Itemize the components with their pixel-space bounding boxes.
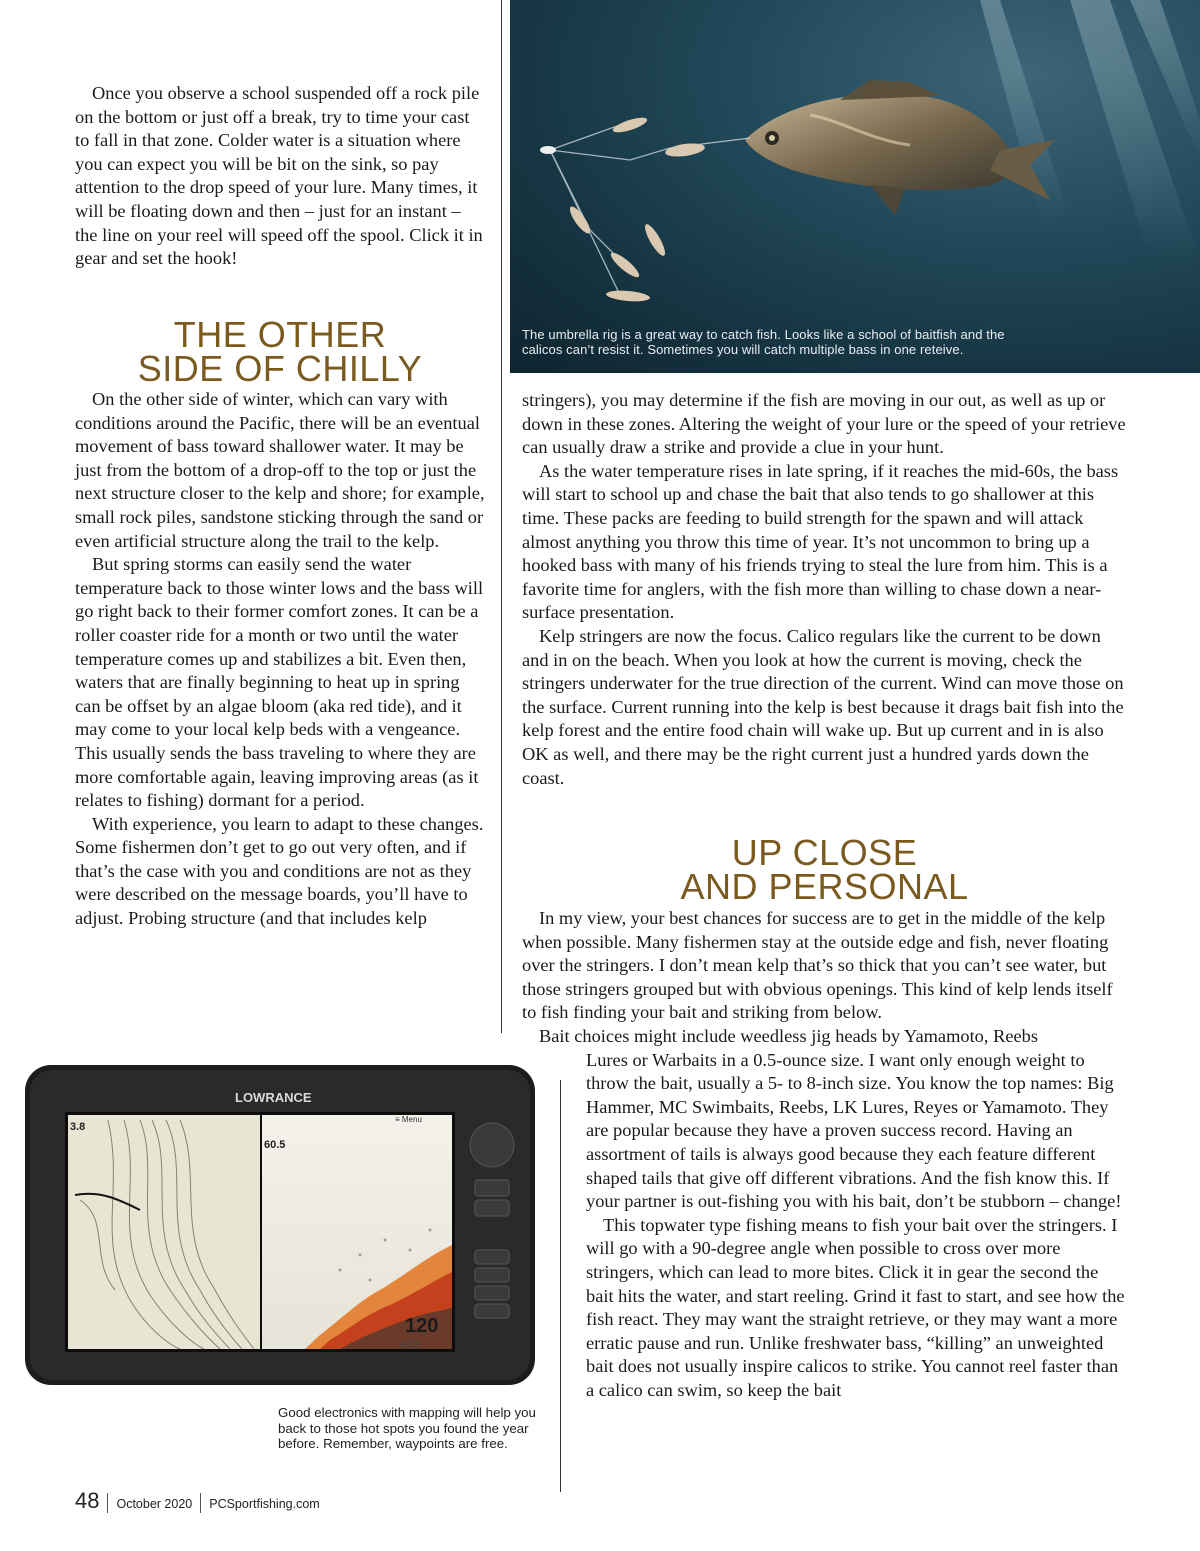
paragraph: With experience, you learn to adapt to these changes. Some fishermen don’t get to go out very often, and if that’s the case with you and conditions are not as they were described on the message boards, you’ll have to adjust. Probing structure (and that includes kelp	[75, 813, 484, 929]
paragraph: On the other side of winter, which can vary with conditions around the Pacific, there will be an eventual movement of bass toward shallower water. It may be just from the bottom of a drop-off to the top or just the next structure closer to the kelp and shore; for example, small rock piles, sandstone sticking through the sand or even artificial structure along the trail to the kelp.	[75, 389, 485, 551]
right-column-continued	[522, 907, 1127, 1402]
paragraph: In my view, your best chances for success are to get in the middle of the kelp when possible. Many fishermen stay at the outside edge and fish, never floating over the stringers. I don’t mean kelp that’s so thick that you can’t see water, but those stringers grouped but with obvious openings. This kind of kelp lends itself to fish finding your bait and striking from below.	[522, 908, 1113, 1023]
underwater-illustration	[510, 0, 1200, 373]
caption-line: The umbrella rig is a great way to catch fish. Looks like a school of baitfish and the	[522, 327, 1005, 342]
headline-line: AND PERSONAL	[680, 866, 969, 907]
paragraph: Once you observe a school suspended off a rock pile on the bottom or just off a break, try to time your cast to fall in that zone. Colder water is a situation where you can expect you will be bit on the sink, so pay attention to the drop speed of your lure. Many times, it will be floating down and then – just for an instant – the line on your reel will speed off the spool. Click it in gear and set the hook!	[75, 83, 483, 269]
device-brand: LOWRANCE	[235, 1090, 312, 1105]
left-column	[75, 82, 485, 271]
website-link[interactable]: PCSportfishing.com	[209, 1497, 320, 1511]
issue-date: October 2020	[116, 1497, 193, 1511]
left-column-continued	[75, 388, 485, 931]
indented-text	[586, 1049, 1127, 1403]
column-divider	[560, 1080, 561, 1492]
paragraph: But spring storms can easily send the water temperature back to those winter lows and the bass will go right back to their former comfort zones. It can be a roller coaster ride for a month or two until the water temperature comes up and stabilizes a bit. Even then, waters that are finally beginning to heat up in spring can be offset by an algae bloom (aka red tide), and it may come to your local kelp beds with a vengeance. This usually sends the bass traveling to where they are more comfortable again, leaving improving areas (as it relates to fishing) dormant for a period.	[75, 554, 484, 811]
page-footer	[75, 1488, 320, 1518]
paragraph: As the water temperature rises in late spring, if it reaches the mid-60s, the bass will start to school up and chase the bait that also tends to go shallower at this time. These packs are feeding to build strength for the spawn and will attack almost anything you throw this time of year. It’s not uncommon to bring up a hooked bass with many of his friends trying to steal the lure from him. This is a favorite time for anglers, with the fish more than willing to chase down a near-surface presentation.	[522, 460, 1119, 623]
footer-separator	[107, 1493, 108, 1513]
fishfinder-illustration	[20, 1050, 545, 1390]
speed-reading: 60.5	[264, 1139, 286, 1151]
paragraph: This topwater type fishing means to fish your bait over the stringers. I will go with a 90-degree angle when possible to cross over more stringers, which can lead to more bites. Click it in gear the second the bait hits the water, and start reeling. Grind it fast to start, and see how the fish react. They may want the straight retrieve, or they may want a more erratic pause and run. Unlike freshwater bass, “killing” an unweighted bait does not usually inspire calicos to strike. You cannot reel faster than a calico can swim, so keep the bait	[586, 1214, 1125, 1400]
paragraph: Kelp stringers are now the focus. Calico regulars like the current to be down and in on the beach. When you look at how the current is moving, check the stringers underwater for the true direction of the current. Wind can move those on the surface. Current running into the kelp is best because it drags bait fish into the kelp forest and the entire food chain will wake up. But up current and in is also OK as well, and there may be the right current just a hundred yards down the coast.	[522, 625, 1124, 788]
depth-top-reading: 3.8	[70, 1121, 86, 1133]
photo-caption: Good electronics with mapping will help you back to those hot spots you found the year before. Remember, waypoints are free.	[278, 1405, 536, 1451]
page-number: 48	[75, 1488, 100, 1513]
footer-separator	[200, 1493, 201, 1513]
fishfinder-photo	[20, 1050, 545, 1390]
section-headline	[75, 314, 485, 389]
menu-label: ≡ Menu	[395, 1115, 422, 1124]
headline-line: SIDE OF CHILLY	[137, 348, 423, 389]
baitfish-lures	[540, 115, 706, 303]
caption-line: calicos can’t resist it. Sometimes you will catch multiple bass in one reteive.	[522, 342, 964, 357]
photo-caption	[522, 327, 1082, 357]
paragraph: Lures or Warbaits in a 0.5-ounce size. I want only enough weight to throw the bait, usually a 5- to 8-inch size. You know the top names: Big Hammer, MC Swimbaits, Reebs, LK Lures, Reyes or Yamamoto. They are popular because they have a proven success record. Having an assortment of tails is always good because they each feature different shaped tails that give off different vibrations. And the fish know this. If your partner is out-fishing you with his bait, don’t be stubborn – change!	[586, 1049, 1122, 1212]
umbrella-rig-photo	[510, 0, 1200, 373]
umbrella-rig-lines	[550, 125, 750, 295]
section-headline	[522, 832, 1127, 907]
right-column	[522, 389, 1127, 790]
column-divider	[501, 0, 502, 1033]
device-model: HDS	[400, 1340, 422, 1351]
paragraph-lead: Bait choices might include weedless jig heads by Yamamoto, Reebs	[539, 1025, 1039, 1046]
headline-line: THE OTHER	[173, 314, 387, 355]
paragraph: stringers), you may determine if the fish are moving in our out, as well as up or down in these zones. Altering the weight of your lure or the speed of your retrieve can usually draw a strike and provide a clue in your hunt.	[522, 390, 1126, 458]
headline-line: UP CLOSE	[731, 832, 918, 873]
depth-reading: 120	[405, 1315, 439, 1337]
